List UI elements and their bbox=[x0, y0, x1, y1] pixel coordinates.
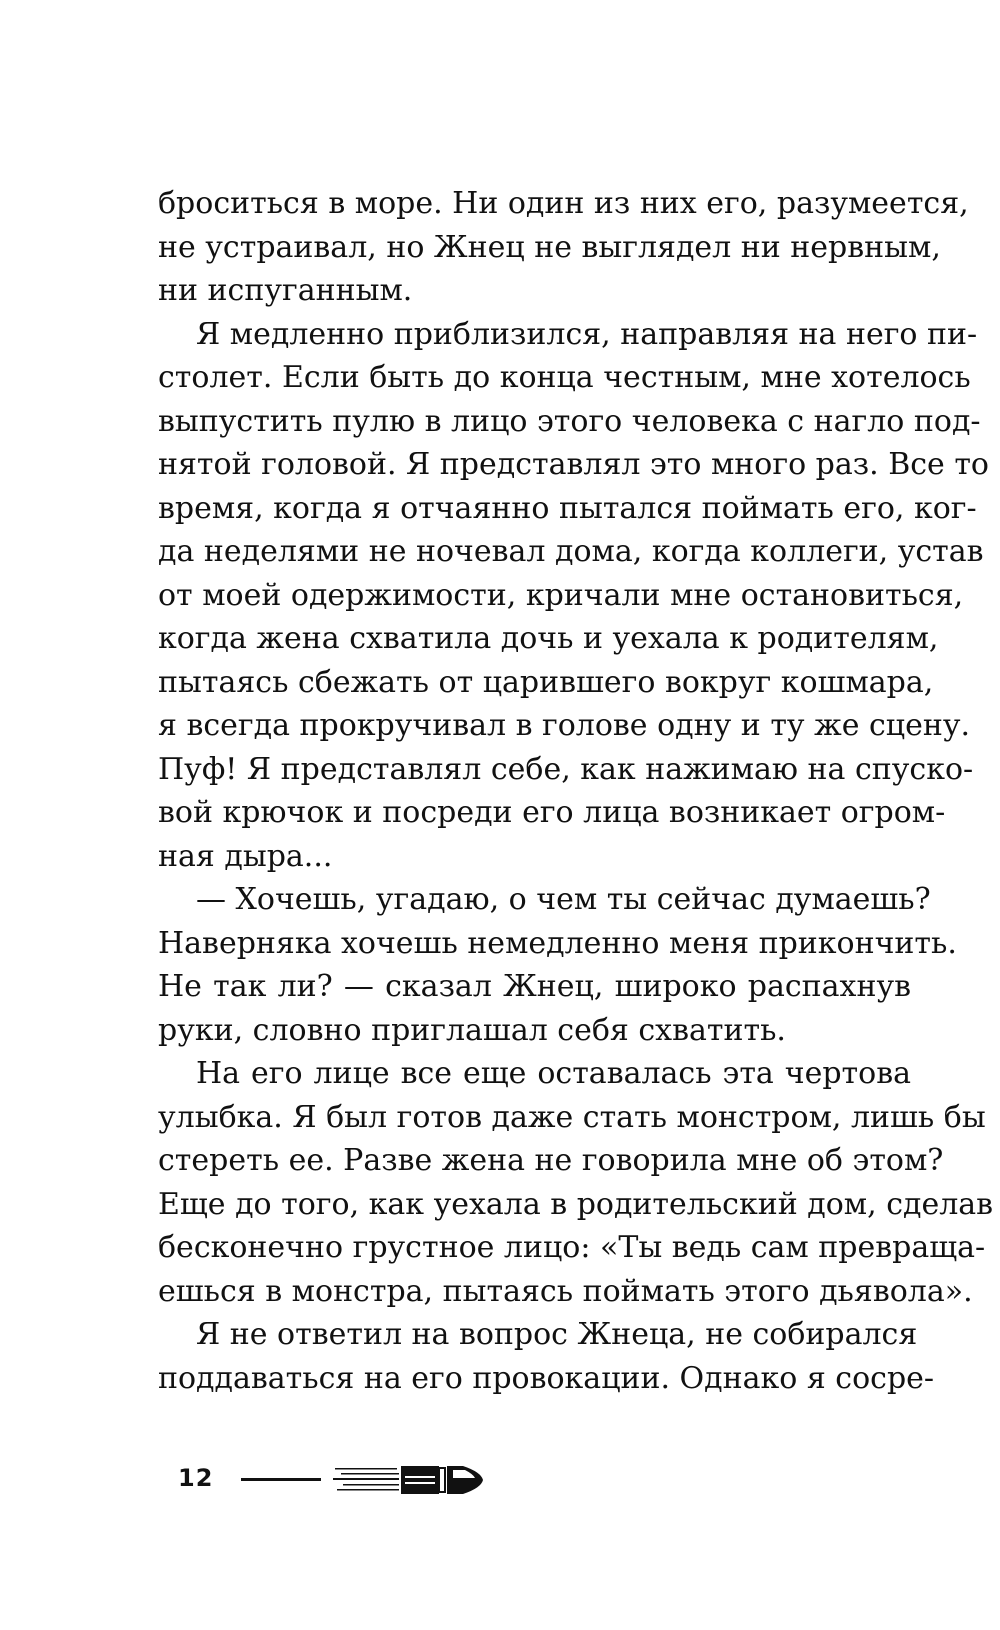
text-line: Не так ли? — сказал Жнец, широко распахнув bbox=[158, 969, 911, 1004]
text-line: Я не ответил на вопрос Жнеца, не собирался bbox=[196, 1317, 918, 1352]
text-line: ешься в монстра, пытаясь поймать этого дьявола». bbox=[158, 1273, 973, 1309]
text-line: броситься в море. Ни один из них его, разумеется, bbox=[158, 186, 969, 221]
text-line: не устраивал, но Жнец не выглядел ни нервным, bbox=[158, 229, 941, 265]
text-line: стереть ее. Разве жена не говорила мне об этом? bbox=[158, 1143, 944, 1178]
text-line: нятой головой. Я представлял это много раз. Все то bbox=[158, 447, 989, 482]
text-line: поддаваться на его провокации. Однако я сосре- bbox=[158, 1360, 935, 1396]
text-line: ни испуганным. bbox=[158, 273, 413, 308]
body-text bbox=[158, 182, 994, 1400]
text-line: Еще до того, как уехала в родительский дом, сделав bbox=[158, 1186, 994, 1222]
text-line: ная дыра... bbox=[158, 838, 333, 874]
text-line: от моей одержимости, кричали мне остановиться, bbox=[158, 577, 964, 613]
text-line: да неделями не ночевал дома, когда коллеги, устав bbox=[158, 534, 984, 569]
text-line: бесконечно грустное лицо: «Ты ведь сам превраща- bbox=[158, 1230, 986, 1265]
text-line: я всегда прокручивал в голове одну и ту же сцену. bbox=[158, 708, 971, 743]
text-line: выпустить пулю в лицо этого человека с нагло под- bbox=[158, 403, 981, 439]
page-footer bbox=[178, 1460, 508, 1504]
text-line: вой крючок и посреди его лица возникает огром- bbox=[158, 795, 946, 830]
text-line: Пуф! Я представлял себе, как нажимаю на спуско- bbox=[158, 751, 974, 787]
text-line: когда жена схватила дочь и уехала к родителям, bbox=[158, 621, 939, 656]
page-number: 12 bbox=[178, 1464, 214, 1492]
text-line: — Хочешь, угадаю, о чем ты сейчас думаешь? bbox=[196, 882, 931, 917]
text-line: На его лице все еще оставалась эта чертова bbox=[196, 1056, 911, 1091]
bullet-icon bbox=[241, 1460, 488, 1500]
text-line: столет. Если быть до конца честным, мне хотелось bbox=[158, 360, 971, 395]
text-line: Наверняка хочешь немедленно меня прикончить. bbox=[158, 925, 957, 961]
text-line: Я медленно приблизился, направляя на него пи- bbox=[196, 316, 978, 352]
text-line: руки, словно приглашал себя схватить. bbox=[158, 1012, 786, 1048]
text-line: пытаясь сбежать от царившего вокруг кошмара, bbox=[158, 664, 934, 700]
text-line: время, когда я отчаянно пытался поймать его, ког- bbox=[158, 490, 977, 526]
text-line: улыбка. Я был готов даже стать монстром, лишь бы bbox=[158, 1099, 986, 1135]
